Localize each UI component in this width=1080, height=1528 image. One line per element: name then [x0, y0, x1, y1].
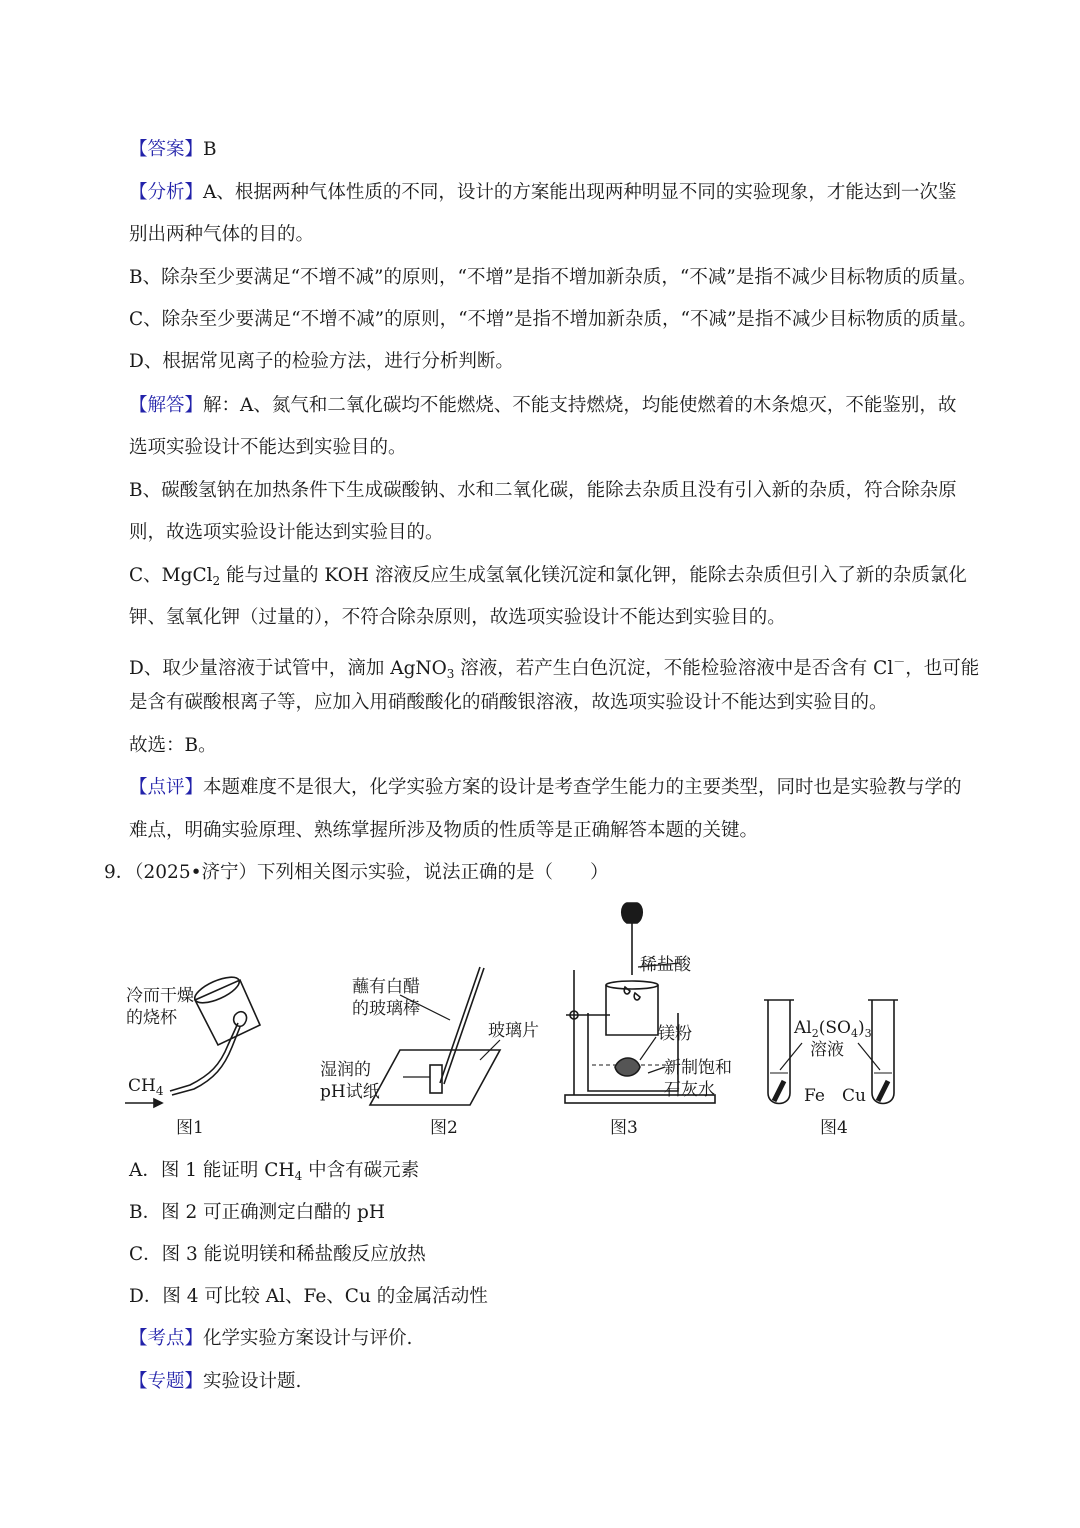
solution-line-c2: 钾、氢氧化钾（过量的），不符合除杂原则，故选项实验设计不能达到实验目的。 [129, 607, 786, 628]
kaodian-tag: 【考点】 [129, 1328, 204, 1349]
solution-line-c1 [129, 563, 967, 594]
fig4-fe-label: Fe [804, 1086, 825, 1106]
fig4-solution-label-2: 溶液 [810, 1040, 844, 1060]
fig1-beaker-label-2: 的烧杯 [126, 1008, 177, 1028]
fig1-caption: 图1 [176, 1118, 204, 1138]
solution-d1-post: ，也可能 [905, 658, 980, 679]
solution-conclusion: 故选：B。 [129, 735, 217, 756]
fig4-sol-al: Al [794, 1018, 812, 1038]
option-b: B．图 2 可正确测定白醋的 pH [129, 1202, 385, 1223]
kaodian-line [129, 1326, 412, 1352]
fig1-gas-text: CH [128, 1076, 156, 1096]
solution-c1-post: 能与过量的 KOH 溶液反应生成氢氧化镁沉淀和氯化钾，能除去杂质但引入了新的杂质氯化 [220, 565, 967, 586]
solution-line-d1 [129, 649, 979, 687]
comment-tag: 【点评】 [129, 777, 204, 798]
analysis-line-1 [129, 180, 956, 206]
solution-d1-pre: D、取少量溶液于试管中，滴加 AgNO [129, 658, 447, 679]
solution-c1-pre: C、MgCl [129, 565, 213, 586]
fig2-plate-label: 玻璃片 [488, 1021, 539, 1041]
comment-line-2: 难点，明确实验原理、熟练掌握所涉及物质的性质等是正确解答本题的关键。 [129, 820, 759, 841]
solution-d1-sub: 3 [446, 667, 455, 681]
solution-text-a1: 解：A、氮气和二氧化碳均不能燃烧、不能支持燃烧，均能使燃着的木条熄灭，不能鉴别，故 [203, 395, 957, 416]
answer-line [129, 137, 217, 163]
comment-line-1 [129, 775, 962, 801]
fig4-sol-sub1: 2 [811, 1027, 819, 1040]
kaodian-text: 化学实验方案设计与评价. [203, 1328, 413, 1349]
fig4-sol-mid: (SO [818, 1018, 851, 1038]
fig1-beaker-label: 冷而干燥 [126, 986, 194, 1006]
fig4-solution-label [793, 1018, 872, 1040]
solution-line-b2: 则，故选项实验设计能达到实验目的。 [129, 522, 444, 543]
option-a-pre: A．图 1 能证明 CH [129, 1160, 295, 1181]
fig2-rod-label: 蘸有白醋 [352, 977, 420, 997]
fig3-acid-label: 稀盐酸 [640, 955, 691, 975]
analysis-tag: 【分析】 [129, 182, 204, 203]
fig4-sol-end: ) [857, 1018, 865, 1038]
solution-line-a2: 选项实验设计不能达到实验目的。 [129, 437, 407, 458]
experiment-figure [100, 895, 920, 1145]
option-a-sub: 4 [294, 1169, 303, 1183]
analysis-line-4: C、除杂至少要满足“不增不减”的原则，“不增”是指不增加新杂质，“不减”是指不减少目标物质的质量。 [129, 309, 977, 330]
solution-line-a1 [129, 393, 956, 419]
solution-d1-sup: － [893, 655, 906, 669]
experiment-figure-svg [100, 895, 920, 1145]
fig3-caption: 图3 [610, 1118, 638, 1138]
solution-d1-mid: 溶液，若产生白色沉淀，不能检验溶液中是否含有 Cl [454, 658, 894, 679]
fig1-gas-sub: 4 [155, 1084, 164, 1098]
solution-tag: 【解答】 [129, 395, 204, 416]
solution-line-d2: 是含有碳酸根离子等，应加入用硝酸酸化的硝酸银溶液，故选项实验设计不能达到实验目的。 [129, 692, 888, 713]
fig2-paper-label-2: pH试纸 [320, 1082, 380, 1102]
answer-text: B [203, 139, 217, 160]
solution-c1-sub: 2 [212, 574, 221, 588]
fig2-paper-label: 湿润的 [320, 1060, 371, 1080]
zhuanti-line [129, 1369, 301, 1395]
answer-tag: 【答案】 [129, 139, 204, 160]
fig1-gas-label [128, 1076, 164, 1098]
fig4-caption: 图4 [820, 1118, 848, 1138]
solution-line-b1: B、碳酸氢钠在加热条件下生成碳酸钠、水和二氧化碳，能除去杂质且没有引入新的杂质，符合除杂原 [129, 480, 957, 501]
analysis-line-3: B、除杂至少要满足“不增不减”的原则，“不增”是指不增加新杂质，“不减”是指不减少目标物质的质量。 [129, 267, 977, 288]
fig2-caption: 图2 [430, 1118, 458, 1138]
fig3-lime-label: 新制饱和 [664, 1058, 732, 1078]
fig3-lime-label-2: 石灰水 [664, 1080, 715, 1100]
option-a [129, 1158, 419, 1189]
zhuanti-text: 实验设计题. [203, 1371, 302, 1392]
option-c: C．图 3 能说明镁和稀盐酸反应放热 [129, 1244, 426, 1265]
analysis-line-2: 别出两种气体的目的。 [129, 224, 315, 245]
comment-text-1: 本题难度不是很大，化学实验方案的设计是考查学生能力的主要类型，同时也是实验教与学的 [203, 777, 962, 798]
fig4-sol-sub3: 3 [864, 1027, 872, 1040]
analysis-line-5: D、根据常见离子的检验方法，进行分析判断。 [129, 351, 514, 372]
option-d: D．图 4 可比较 Al、Fe、Cu 的金属活动性 [129, 1286, 488, 1307]
fig2-rod-label-2: 的玻璃棒 [352, 999, 420, 1019]
option-a-post: 中含有碳元素 [302, 1160, 420, 1181]
fig4-sol-sub2: 4 [850, 1027, 858, 1040]
question-stem: 9．（2025•济宁）下列相关图示实验，说法正确的是（ ） [104, 862, 609, 883]
fig3-mg-label: 镁粉 [658, 1024, 692, 1044]
fig4-cu-label: Cu [842, 1086, 866, 1106]
analysis-text-1: A、根据两种气体性质的不同，设计的方案能出现两种明显不同的实验现象，才能达到一次鉴 [203, 182, 957, 203]
zhuanti-tag: 【专题】 [129, 1371, 204, 1392]
